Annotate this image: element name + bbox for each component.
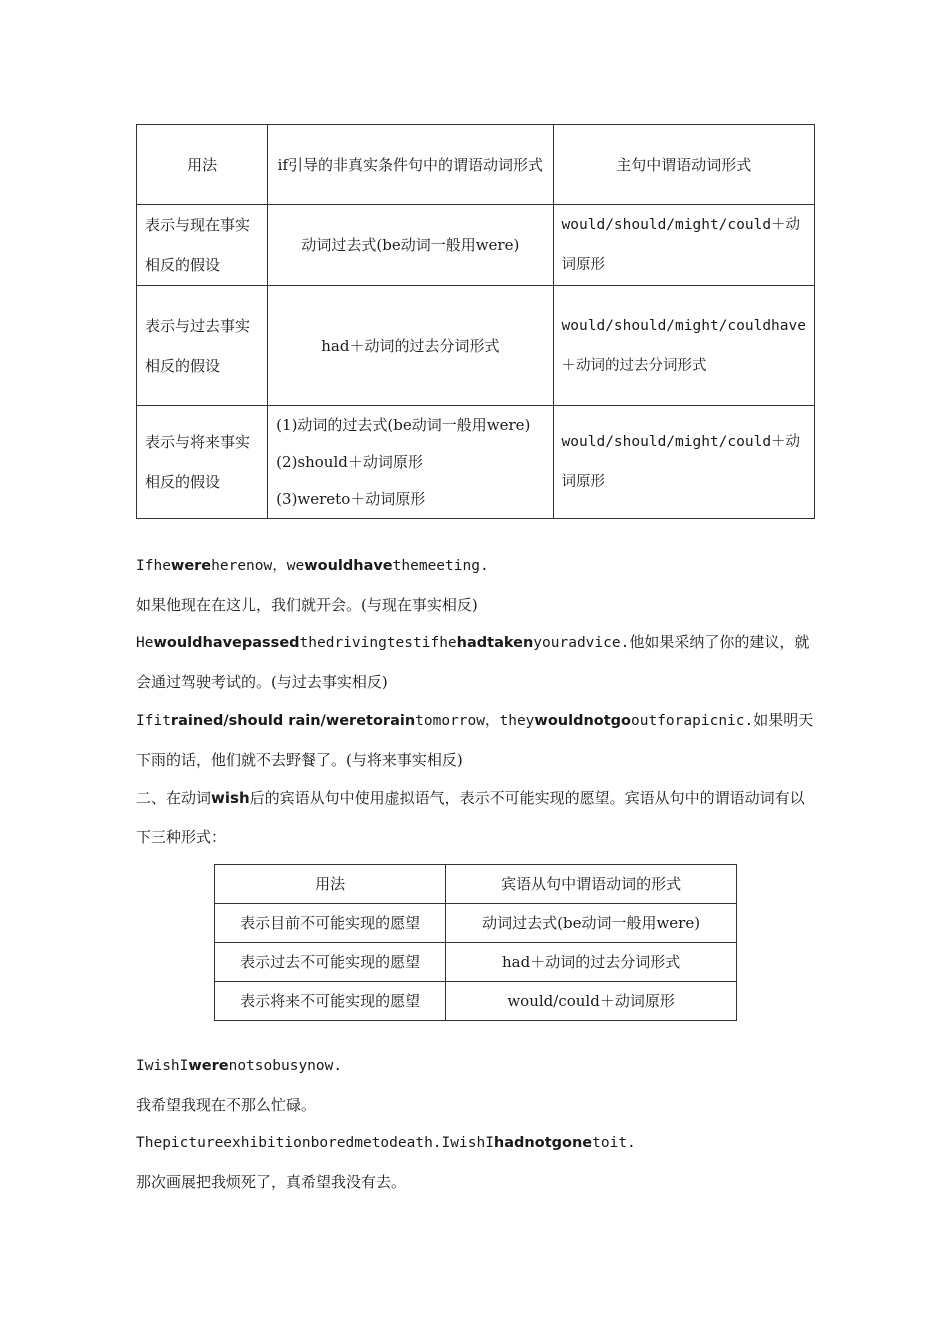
example-zh: 我希望我现在不那么忙碌。 <box>136 1096 317 1114</box>
table-row <box>137 406 815 519</box>
emphasis-text: were <box>188 1058 229 1074</box>
header-usage: 用法 <box>137 125 268 205</box>
table-row <box>215 982 737 1021</box>
sentence-text: tomorrow，they <box>415 713 535 729</box>
emphasis-text: hadnotgone <box>493 1135 593 1151</box>
emphasis-text: wouldhave <box>304 558 393 574</box>
conditional-table <box>136 124 815 519</box>
example-4 <box>136 1047 816 1125</box>
sentence-text: thedrivingtestifhe <box>299 635 457 651</box>
if-form-3: (3)wereto＋动词原形 <box>276 489 426 508</box>
table-row <box>215 904 737 943</box>
row-main-clause: would/should/might/could＋动词原形 <box>553 205 814 286</box>
example-en <box>136 1047 816 1086</box>
sentence-text: notsobusynow. <box>228 1058 343 1074</box>
sentence-text: outforapicnic. <box>631 713 754 729</box>
example-3 <box>136 701 816 780</box>
row-usage: 表示将来不可能实现的愿望 <box>215 982 446 1021</box>
wish-keyword: wish <box>211 789 250 807</box>
header-usage: 用法 <box>215 865 446 904</box>
header-main-clause: 主句中谓语动词形式 <box>553 125 814 205</box>
row-form: would/could＋动词原形 <box>446 982 737 1021</box>
table-row <box>137 205 815 286</box>
row-usage: 表示与现在事实相反的假设 <box>137 205 268 286</box>
row-usage: 表示目前不可能实现的愿望 <box>215 904 446 943</box>
table-row <box>137 286 815 406</box>
sentence-text: toit. <box>592 1135 636 1151</box>
emphasis-text: hadtaken <box>456 635 534 651</box>
row-usage: 表示与过去事实相反的假设 <box>137 286 268 406</box>
row-if-clause: 动词过去式(be动词一般用were) <box>268 205 553 286</box>
sentence-text: youradvice. <box>533 635 630 651</box>
sentence-text: He <box>136 635 154 651</box>
header-form: 宾语从句中谓语动词的形式 <box>446 865 737 904</box>
row-usage: 表示与将来事实相反的假设 <box>137 406 268 519</box>
example-1 <box>136 547 816 625</box>
example-en <box>136 1124 816 1163</box>
emphasis-text: wouldnotgo <box>534 713 632 729</box>
example-zh: 他如果采纳了你的建议，就会通过驾驶考试的。(与过去事实相反) <box>136 633 810 691</box>
row-main-clause: would/should/might/couldhave＋动词的过去分词形式 <box>553 286 814 406</box>
sentence-text: Thepictureexhibitionboredmetodeath.IwishI <box>136 1135 494 1151</box>
example-en <box>136 713 753 729</box>
table-row <box>215 943 737 982</box>
table-header-row <box>137 125 815 205</box>
wish-table <box>214 864 737 1021</box>
row-if-clause <box>268 406 553 519</box>
example-en <box>136 547 816 586</box>
example-zh: 那次画展把我烦死了，真希望我没有去。 <box>136 1173 407 1191</box>
header-if-clause: if引导的非真实条件句中的谓语动词形式 <box>268 125 553 205</box>
table-header-row <box>215 865 737 904</box>
emphasis-text: rained/should rain/weretorain <box>170 713 416 729</box>
row-usage: 表示过去不可能实现的愿望 <box>215 943 446 982</box>
sentence-text: Ifhe <box>136 558 171 574</box>
row-form: 动词过去式(be动词一般用were) <box>446 904 737 943</box>
example-2 <box>136 623 816 702</box>
row-if-clause: had＋动词的过去分词形式 <box>268 286 553 406</box>
example-zh: 如果明天下雨的话，他们就不去野餐了。(与将来事实相反) <box>136 711 814 769</box>
sentence-text: themeeting. <box>392 558 489 574</box>
example-5 <box>136 1124 816 1202</box>
if-form-1: (1)动词的过去式(be动词一般用were) <box>276 415 531 434</box>
emphasis-text: wouldhavepassed <box>153 635 300 651</box>
row-form: had＋动词的过去分词形式 <box>446 943 737 982</box>
sentence-text: herenow，we <box>211 558 305 574</box>
section-2-heading: 二、在动词wish后的宾语从句中使用虚拟语气，表示不可能实现的愿望。宾语从句中的谓语动词有以下三种形式： <box>136 789 805 846</box>
sentence-text: Ifit <box>136 713 171 729</box>
if-form-2: (2)should＋动词原形 <box>276 452 423 471</box>
example-en <box>136 635 629 651</box>
emphasis-text: were <box>170 558 212 574</box>
example-zh: 如果他现在在这儿，我们就开会。(与现在事实相反) <box>136 596 478 614</box>
sentence-text: IwishI <box>136 1058 189 1074</box>
row-main-clause: would/should/might/could＋动词原形 <box>553 406 814 519</box>
